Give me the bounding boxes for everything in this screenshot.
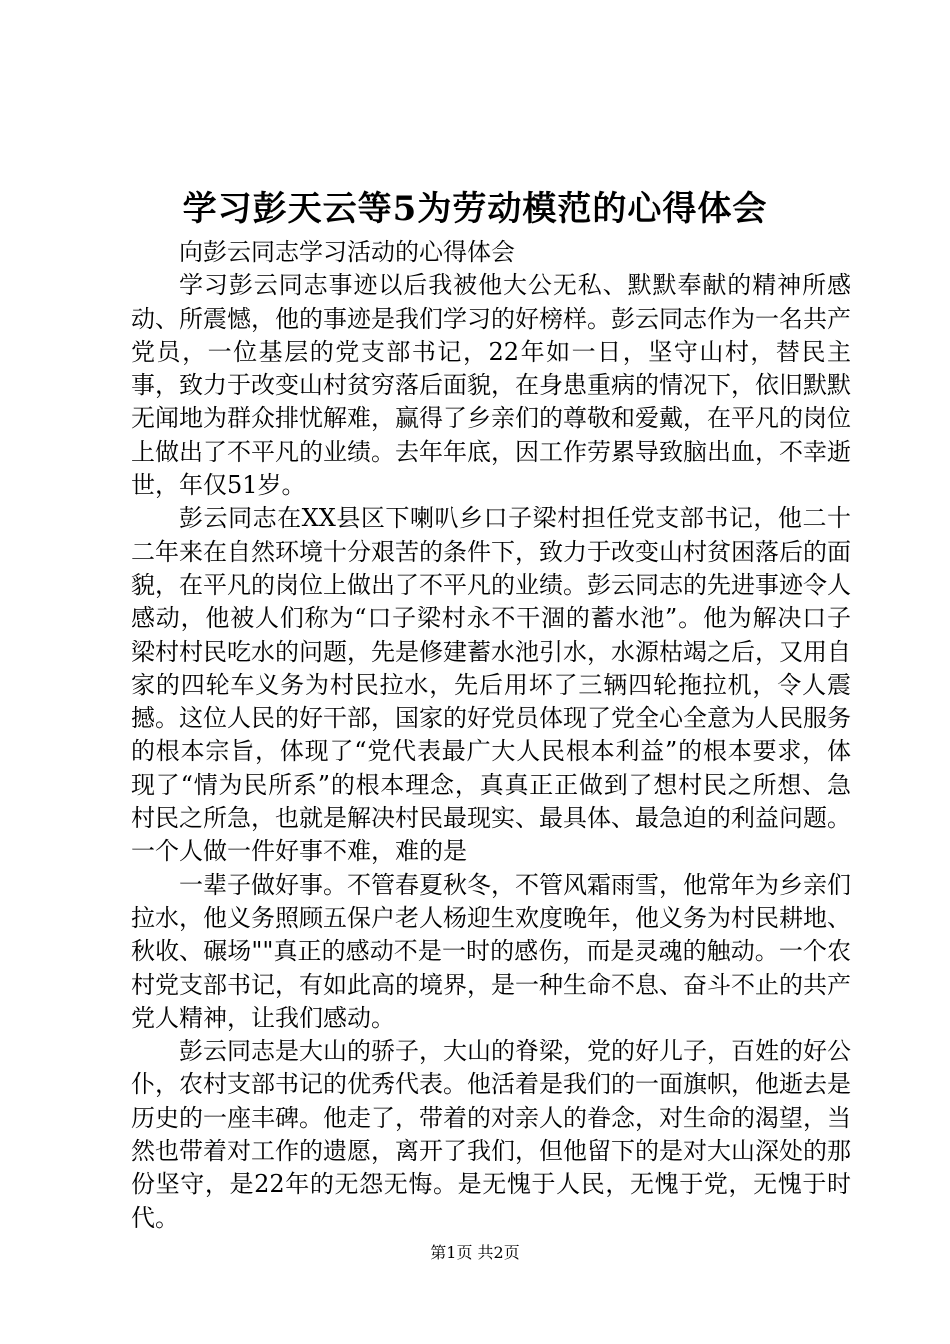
paragraph-subtitle: 向彭云同志学习活动的心得体会 [179,238,515,266]
paragraph: 学习彭云同志事迹以后我被他大公无私、默默奉献的精神所感动、所震憾，他的事迹是我们学习的好榜样。彭云同志作为一名共产党员，一位基层的党支部书记，22年如一日，坚守山村，替民主事，致力于改变山村贫穷落后面貌，在身患重病的情况下，依旧默默无闻地为群众排忧解难，赢得了乡亲们的尊敬和爱戴，在平凡的岗位上做出了不平凡的业绩。去年年底，因工作劳累导致脑出血，不幸逝世，年仅51岁。 [131,271,851,500]
paragraph: 彭云同志是大山的骄子，大山的脊梁，党的好儿子，百姓的好公仆，农村支部书记的优秀代表。他活着是我们的一面旗帜，他逝去是历史的一座丰碑。他走了，带着的对亲人的眷念，对生命的渴望，当然也带着对工作的遗愿，离开了我们，但他留下的是对大山深处的那份坚守，是22年的无怨无悔。是无愧于人民，无愧于党，无愧于时代。 [131,1037,851,1232]
paragraph: 一辈子做好事。不管春夏秋冬，不管风霜雨雪，他常年为乡亲们拉水，他义务照顾五保户老人杨迎生欢度晚年，他义务为村民耕地、秋收、碾场""真正的感动不是一时的感伤，而是灵魂的触动。一个农村党支部书记，有如此高的境界，是一种生命不息、奋斗不止的共产党人精神，让我们感动。 [131,870,851,1032]
page-number-footer: 第1页 共2页 [430,1243,520,1262]
document-body [131,236,851,1235]
paragraph: 彭云同志在XX县区下喇叭乡口子梁村担任党支部书记，他二十二年来在自然环境十分艰苦的条件下，致力于改变山村贫困落后的面貌，在平凡的岗位上做出了不平凡的业绩。彭云同志的先进事迹令人感动，他被人们称为“口子梁村永不干涸的蓄水池”。他为解决口子梁村村民吃水的问题，先是修建蓄水池引水，水源枯竭之后，又用自家的四轮车义务为村民拉水，先后用坏了三辆四轮拖拉机，令人震撼。这位人民的好干部，国家的好党员体现了党全心全意为人民服务的根本宗旨，体现了“党代表最广大人民根本利益”的根本要求，体现了“情为民所系”的根本理念，真真正正做到了想村民之所想、急村民之所急，也就是解决村民最现实、最具体、最急迫的利益问题。一个人做一件好事不难，难的是 [131,504,851,866]
document-title: 学习彭天云等5为劳动模范的心得体会 [182,189,768,229]
